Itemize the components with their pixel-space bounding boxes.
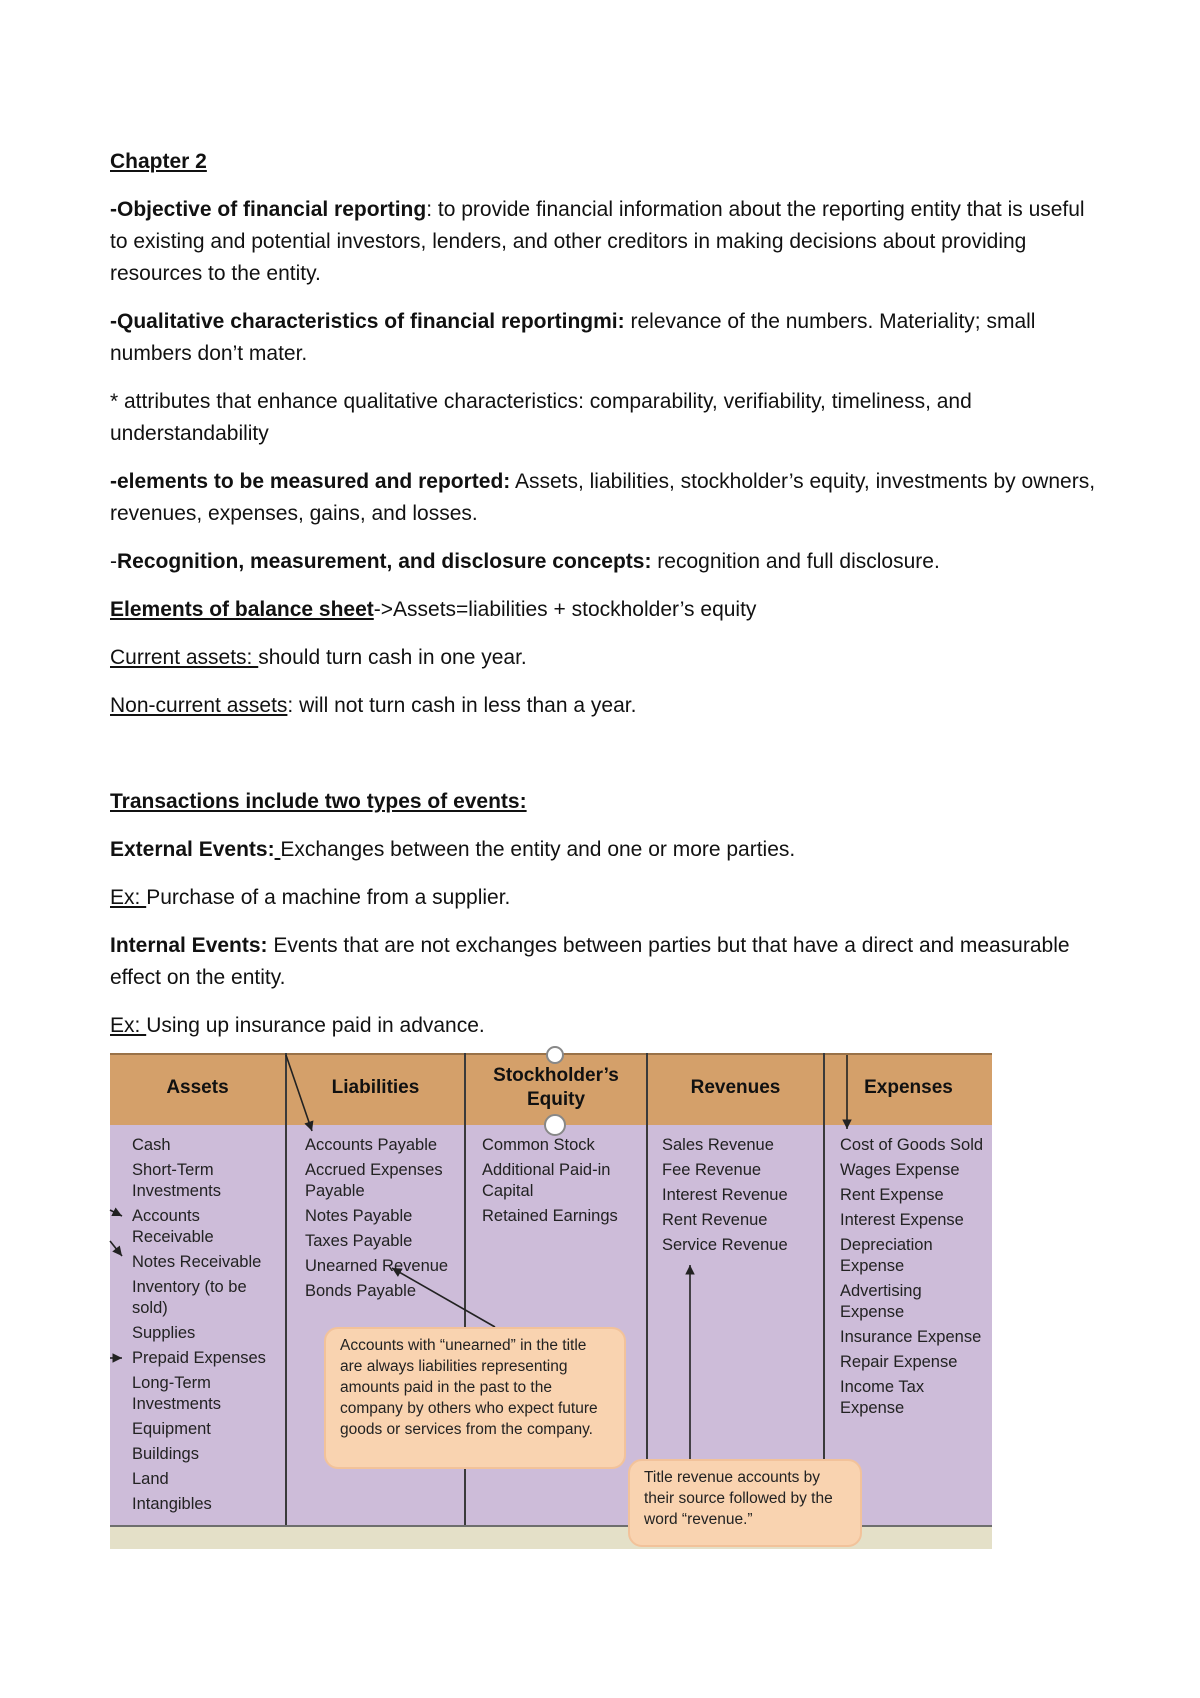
account-item: Sales Revenue (662, 1136, 774, 1154)
account-item: Retained Earnings (482, 1207, 618, 1225)
header-liabilities: Liabilities (331, 1077, 420, 1098)
account-item: Rent Expense (840, 1186, 944, 1204)
account-item: Accounts Receivable (132, 1207, 214, 1246)
external-events-paragraph: External Events: Exchanges between the entity and one or more parties. (110, 838, 796, 861)
qualitative-paragraph: -Qualitative characteristics of financial reportingmi: relevance of the numbers. Materiality; small numbers don’t mater. (110, 310, 1036, 365)
account-item: Service Revenue (662, 1236, 788, 1254)
callout-revenue: Title revenue accounts by their source followed by the word “revenue.” (628, 1459, 862, 1547)
account-item: Intangibles (132, 1495, 212, 1513)
arrow-to-unearned-revenue (392, 1268, 495, 1327)
recognition-paragraph: -Recognition, measurement, and disclosure concepts: recognition and full disclosure. (110, 550, 940, 573)
account-item: Prepaid Expenses (132, 1349, 266, 1367)
account-item: Advertising Expense (840, 1282, 922, 1321)
arrow-to-accounts-payable (286, 1055, 312, 1131)
callout-unearned: Accounts with “unearned” in the title are always liabilities representing amounts paid in the past to the company by others who expect future goods or services from the company. (324, 1327, 626, 1469)
account-item: Short-Term Investments (132, 1161, 221, 1200)
chapter-title: Chapter 2 (110, 150, 207, 173)
arrow-to-notes-receivable (110, 1241, 122, 1256)
chart-of-accounts-figure (110, 1053, 992, 1549)
header-assets: Assets (166, 1077, 229, 1098)
noncurrent-assets-paragraph: Non-current assets: will not turn cash in less than a year. (110, 694, 637, 717)
account-item: Buildings (132, 1445, 199, 1463)
account-item: Taxes Payable (305, 1232, 413, 1250)
account-item: Equipment (132, 1420, 211, 1438)
account-item: Notes Receivable (132, 1253, 262, 1271)
transactions-heading: Transactions include two types of events: (110, 790, 527, 813)
account-item: Wages Expense (840, 1161, 960, 1179)
external-example: Ex: Purchase of a machine from a supplier. (110, 886, 511, 909)
account-item: Bonds Payable (305, 1282, 416, 1300)
account-item: Income Tax Expense (840, 1378, 925, 1417)
header-equity: Stockholder’s Equity (493, 1065, 619, 1110)
account-item: Unearned Revenue (305, 1257, 449, 1275)
internal-events-paragraph: Internal Events: Events that are not exchanges between parties but that have a direct and measurable effect on the entity. (110, 934, 1070, 989)
account-item: Notes Payable (305, 1207, 413, 1225)
account-item: Depreciation Expense (840, 1236, 933, 1275)
document-body (110, 146, 1100, 1058)
account-item: Insurance Expense (840, 1328, 982, 1346)
account-item: Rent Revenue (662, 1211, 768, 1229)
account-item: Long-Term Investments (132, 1374, 221, 1413)
elements-paragraph: -elements to be measured and reported: Assets, liabilities, stockholder’s equity, investments by owners, revenues, expenses, gains, and losses. (110, 470, 1096, 525)
account-item: Fee Revenue (662, 1161, 762, 1179)
objective-paragraph: -Objective of financial reporting: to provide financial information about the reporting entity that is useful to existing and potential investors, lenders, and other creditors in making decisions about providing resources to the entity. (110, 198, 1085, 285)
header-expenses: Expenses (864, 1077, 953, 1098)
internal-example: Ex: Using up insurance paid in advance. (110, 1014, 485, 1037)
account-item: Accounts Payable (305, 1136, 438, 1154)
account-item: Supplies (132, 1324, 196, 1342)
selection-handle (547, 1047, 563, 1063)
account-item: Common Stock (482, 1136, 595, 1154)
spacer (110, 738, 1100, 786)
account-item: Inventory (to be sold) (132, 1278, 247, 1317)
selection-handle (545, 1115, 565, 1135)
arrow-to-accounts-receivable (110, 1210, 122, 1216)
account-item: Land (132, 1470, 169, 1488)
account-item: Interest Revenue (662, 1186, 788, 1204)
current-assets-paragraph: Current assets: should turn cash in one year. (110, 646, 527, 669)
account-item: Additional Paid-in Capital (482, 1161, 611, 1200)
account-item: Repair Expense (840, 1353, 958, 1371)
account-item: Interest Expense (840, 1211, 964, 1229)
header-revenues: Revenues (690, 1077, 781, 1098)
account-item: Accrued Expenses Payable (305, 1161, 443, 1200)
account-item: Cash (132, 1136, 171, 1154)
account-item: Cost of Goods Sold (840, 1136, 984, 1154)
balance-sheet-paragraph: Elements of balance sheet->Assets=liabilities + stockholder’s equity (110, 598, 757, 621)
attributes-paragraph: * attributes that enhance qualitative characteristics: comparability, verifiability, timeliness, and understandability (110, 390, 972, 445)
